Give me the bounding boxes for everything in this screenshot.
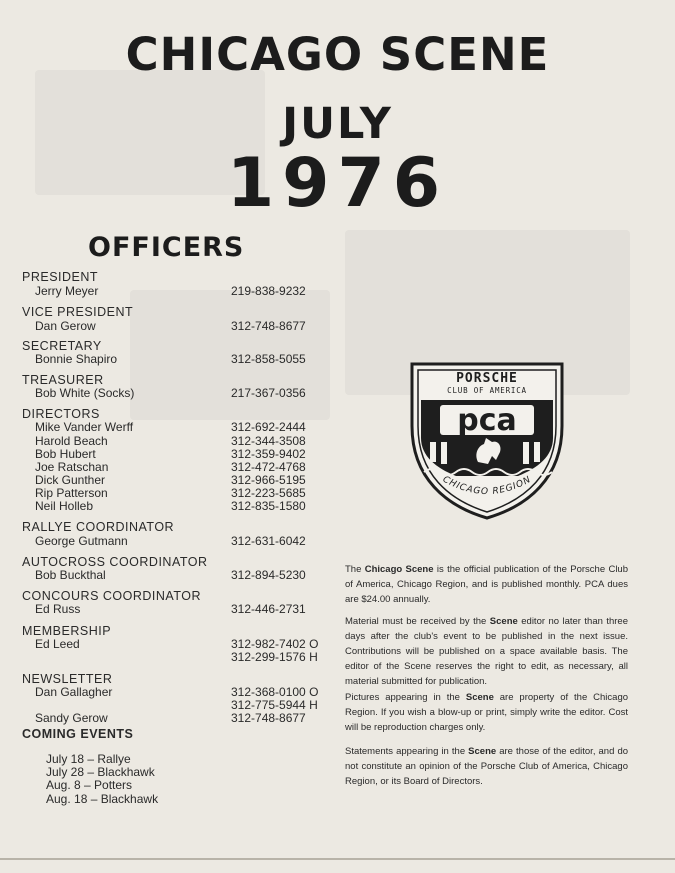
officer-phone: 312-631-6042 [231, 534, 306, 548]
officer-name: Jerry Meyer [35, 284, 99, 298]
director-name: Dick Gunther [35, 473, 106, 487]
logo-pca-mark: pca [457, 403, 517, 438]
director-phone: 312-223-5685 [231, 486, 306, 500]
officer-name: Ed Russ [35, 602, 81, 616]
event-item: July 18 – Rallye [46, 752, 131, 766]
director-name: Rip Patterson [35, 486, 108, 500]
officer-group-title: MEMBERSHIP [22, 624, 112, 638]
officer-phone: 312-748-8677 [231, 711, 306, 725]
director-name: Bob Hubert [35, 447, 96, 461]
event-item: Aug. 18 – Blackhawk [46, 792, 159, 806]
event-item: Aug. 8 – Potters [46, 778, 133, 792]
officer-phone: 312-894-5230 [231, 568, 306, 582]
director-name: Joe Ratschan [35, 460, 109, 474]
officer-name: Ed Leed [35, 637, 80, 651]
logo-region-text: CHICAGO REGION [440, 474, 534, 498]
page-edge-divider [0, 858, 675, 860]
info-paragraph-submissions: Material must be received by the Scene editor no later than three days after the club's event to be published in the next issue. Contributions will be published on a space available basis. The editor of the Scene reserves the right to edit, as necessary, all material submitted for publication. [345, 616, 628, 687]
officers-heading: OFFICERS [88, 232, 245, 263]
officer-phone-home: 312-299-1576 H [231, 650, 318, 664]
officer-group-title: DIRECTORS [22, 407, 100, 421]
logo-club-text: CLUB OF AMERICA [447, 386, 527, 395]
info-paragraph-publication: The Chicago Scene is the official publication of the Porsche Club of America, Chicago Region, and is published monthly. PCA dues are $24.00 annually. [345, 564, 628, 605]
officer-group-title: SECRETARY [22, 339, 102, 353]
officer-phone: 217-367-0356 [231, 386, 306, 400]
coming-events-heading: COMING EVENTS [22, 727, 134, 741]
officer-group-title: CONCOURS COORDINATOR [22, 589, 201, 603]
director-name: Mike Vander Werff [35, 420, 134, 434]
officer-name: Dan Gerow [35, 319, 96, 333]
officer-phone: 312-748-8677 [231, 319, 306, 333]
officer-phone: 219-838-9232 [231, 284, 306, 298]
officer-group-title: PRESIDENT [22, 270, 99, 284]
director-phone: 312-344-3508 [231, 434, 306, 448]
officer-phone: 312-858-5055 [231, 352, 306, 366]
newsletter-title: CHICAGO SCENE [125, 28, 550, 81]
info-paragraph-pictures: Pictures appearing in the Scene are property of the Chicago Region. If you wish a blow-up or print, simply write the editor. Cost will be reproduction charges only. [345, 692, 629, 733]
officer-name: Dan Gallagher [35, 685, 113, 699]
director-name: Harold Beach [35, 434, 108, 448]
director-phone: 312-692-2444 [231, 420, 306, 434]
director-name: Neil Holleb [35, 499, 94, 513]
officer-phone-home: 312-775-5944 H [231, 698, 318, 712]
officer-name: George Gutmann [35, 534, 128, 548]
issue-year: 1976 [226, 144, 449, 223]
officer-group-title: AUTOCROSS COORDINATOR [22, 555, 208, 569]
officer-phone-office: 312-368-0100 O [231, 685, 319, 699]
director-phone: 312-835-1580 [231, 499, 306, 513]
officer-name: Bob Buckthal [35, 568, 106, 582]
officer-phone: 312-446-2731 [231, 602, 306, 616]
pca-logo [408, 360, 566, 522]
director-phone: 312-472-4768 [231, 460, 306, 474]
logo-porsche-text: PORSCHE [456, 371, 518, 386]
issue-month: JULY [282, 99, 393, 149]
info-paragraph-statements: Statements appearing in the Scene are those of the editor, and do not constitute an opinion of the Porsche Club of America, Chicago Region, or its Board of Directors. [345, 746, 629, 787]
event-item: July 28 – Blackhawk [46, 765, 155, 779]
officer-group-title: TREASURER [22, 373, 104, 387]
officer-group-title: RALLYE COORDINATOR [22, 520, 175, 534]
officer-name: Bonnie Shapiro [35, 352, 118, 366]
officer-group-title: NEWSLETTER [22, 672, 113, 686]
director-phone: 312-966-5195 [231, 473, 306, 487]
officer-phone-office: 312-982-7402 O [231, 637, 319, 651]
officer-name: Bob White (Socks) [35, 386, 135, 400]
officer-name: Sandy Gerow [35, 711, 108, 725]
officer-group-title: VICE PRESIDENT [22, 305, 134, 319]
director-phone: 312-359-9402 [231, 447, 306, 461]
